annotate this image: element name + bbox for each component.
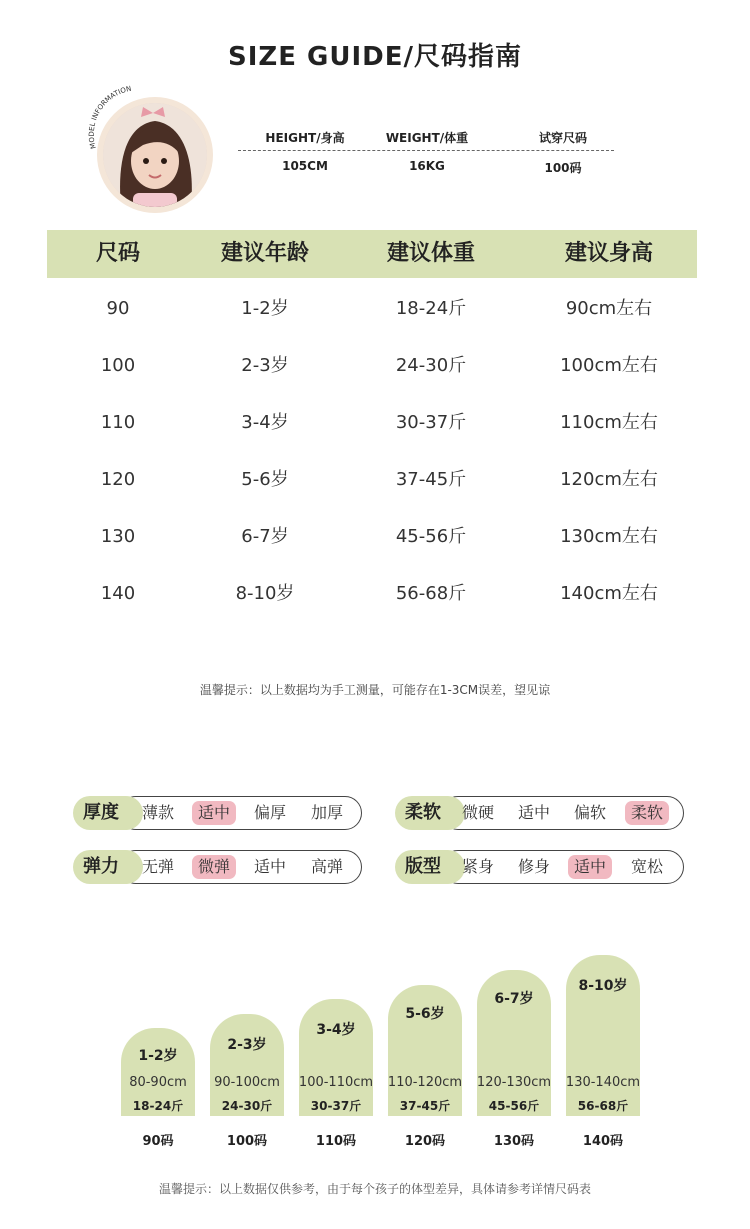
attr-option-selected: 微弹 bbox=[192, 855, 236, 879]
table-cell: 130cm左右 bbox=[560, 526, 658, 547]
table-cell: 100cm左右 bbox=[560, 355, 658, 376]
attr-option-selected: 适中 bbox=[192, 801, 236, 825]
table-cell: 6-7岁 bbox=[241, 526, 289, 547]
bar-height: 90-100cm bbox=[214, 1075, 280, 1090]
bar-age: 3-4岁 bbox=[316, 1022, 356, 1038]
fit-label: 版型 bbox=[395, 850, 465, 884]
bar-size-label: 120码 bbox=[404, 1134, 446, 1149]
table-header-height: 建议身高 bbox=[564, 241, 653, 266]
attr-option: 加厚 bbox=[310, 803, 343, 822]
bar-height: 100-110cm bbox=[298, 1075, 374, 1090]
attr-option-selected: 适中 bbox=[568, 855, 612, 879]
table-cell: 56-68斤 bbox=[395, 583, 467, 604]
table-header-size: 尺码 bbox=[95, 241, 140, 266]
table-cell: 120 bbox=[100, 469, 136, 490]
bar-age: 8-10岁 bbox=[578, 978, 628, 994]
bar-height: 120-130cm bbox=[476, 1075, 552, 1090]
attr-option: 修身 bbox=[517, 857, 550, 876]
bar-age: 5-6岁 bbox=[405, 1006, 445, 1022]
table-cell: 90 bbox=[106, 298, 130, 319]
attr-option: 紧身 bbox=[461, 857, 494, 876]
table-cell: 120cm左右 bbox=[560, 469, 658, 490]
model-weight-header: WEIGHT/体重 bbox=[385, 131, 469, 145]
bar-age: 6-7岁 bbox=[494, 991, 534, 1007]
attr-option: 偏厚 bbox=[253, 803, 286, 822]
model-height-value: 105CM bbox=[282, 159, 328, 173]
attr-option: 薄款 bbox=[141, 803, 174, 822]
attr-option-selected: 柔软 bbox=[625, 801, 669, 825]
attr-option: 适中 bbox=[253, 857, 286, 876]
table-cell: 110 bbox=[100, 412, 136, 433]
bar-size-label: 110码 bbox=[315, 1134, 357, 1149]
bar-weight: 24-30斤 bbox=[221, 1099, 273, 1113]
attr-option: 高弹 bbox=[310, 857, 343, 876]
attr-option: 适中 bbox=[517, 803, 550, 822]
attr-option: 微硬 bbox=[461, 803, 494, 822]
reference-note: 温馨提示：以上数据仅供参考，由于每个孩子的体型差异，具体请参考详情尺码表 bbox=[158, 1182, 591, 1196]
svg-text:MODEL INFORMATION: MODEL INFORMATION bbox=[87, 84, 133, 150]
bar-age: 1-2岁 bbox=[138, 1048, 178, 1064]
model-height-header: HEIGHT/身高 bbox=[265, 131, 345, 145]
bar-size-label: 100码 bbox=[226, 1134, 268, 1149]
table-cell: 100 bbox=[100, 355, 136, 376]
bar-weight: 37-45斤 bbox=[399, 1099, 451, 1113]
bar-size-label: 130码 bbox=[493, 1134, 535, 1149]
softness-label: 柔软 bbox=[395, 796, 465, 830]
table-cell: 130 bbox=[100, 526, 136, 547]
table-cell: 90cm左右 bbox=[565, 298, 653, 319]
model-weight-value: 16KG bbox=[409, 159, 445, 173]
table-cell: 2-3岁 bbox=[241, 355, 289, 376]
attr-option: 无弹 bbox=[141, 857, 174, 876]
bar-height: 130-140cm bbox=[565, 1075, 641, 1090]
model-trial-size-header: 试穿尺码 bbox=[538, 131, 587, 145]
attr-option: 偏软 bbox=[573, 803, 606, 822]
dashed-divider bbox=[238, 150, 614, 151]
table-cell: 5-6岁 bbox=[241, 469, 289, 490]
model-information-label bbox=[84, 78, 164, 158]
page-title: SIZE GUIDE/尺码指南 bbox=[227, 42, 523, 72]
table-cell: 30-37斤 bbox=[395, 412, 467, 433]
table-cell: 3-4岁 bbox=[241, 412, 289, 433]
table-cell: 37-45斤 bbox=[395, 469, 467, 490]
table-cell: 110cm左右 bbox=[560, 412, 658, 433]
table-cell: 24-30斤 bbox=[395, 355, 467, 376]
measurement-note: 温馨提示：以上数据均为手工测量，可能存在1-3CM误差，望见谅 bbox=[199, 683, 551, 697]
bar-size-label: 90码 bbox=[142, 1134, 174, 1149]
table-cell: 140cm左右 bbox=[560, 583, 658, 604]
table-cell: 18-24斤 bbox=[395, 298, 467, 319]
table-cell: 45-56斤 bbox=[395, 526, 467, 547]
bar-weight: 30-37斤 bbox=[310, 1099, 362, 1113]
bar-height: 80-90cm bbox=[129, 1075, 187, 1090]
table-cell: 8-10岁 bbox=[235, 583, 295, 604]
table-cell: 140 bbox=[100, 583, 136, 604]
model-trial-size-value: 100码 bbox=[544, 161, 582, 175]
table-cell: 1-2岁 bbox=[241, 298, 289, 319]
bar-size-label: 140码 bbox=[582, 1134, 624, 1149]
table-header-age: 建议年龄 bbox=[220, 241, 309, 266]
bar-weight: 45-56斤 bbox=[488, 1099, 540, 1113]
attr-option: 宽松 bbox=[630, 857, 663, 876]
bar-weight: 18-24斤 bbox=[132, 1099, 184, 1113]
table-header-weight: 建议体重 bbox=[386, 241, 475, 266]
thickness-label: 厚度 bbox=[73, 796, 143, 830]
bar-height: 110-120cm bbox=[387, 1075, 463, 1090]
bar-age: 2-3岁 bbox=[227, 1037, 267, 1053]
elasticity-label: 弹力 bbox=[73, 850, 143, 884]
bar-weight: 56-68斤 bbox=[577, 1099, 629, 1113]
